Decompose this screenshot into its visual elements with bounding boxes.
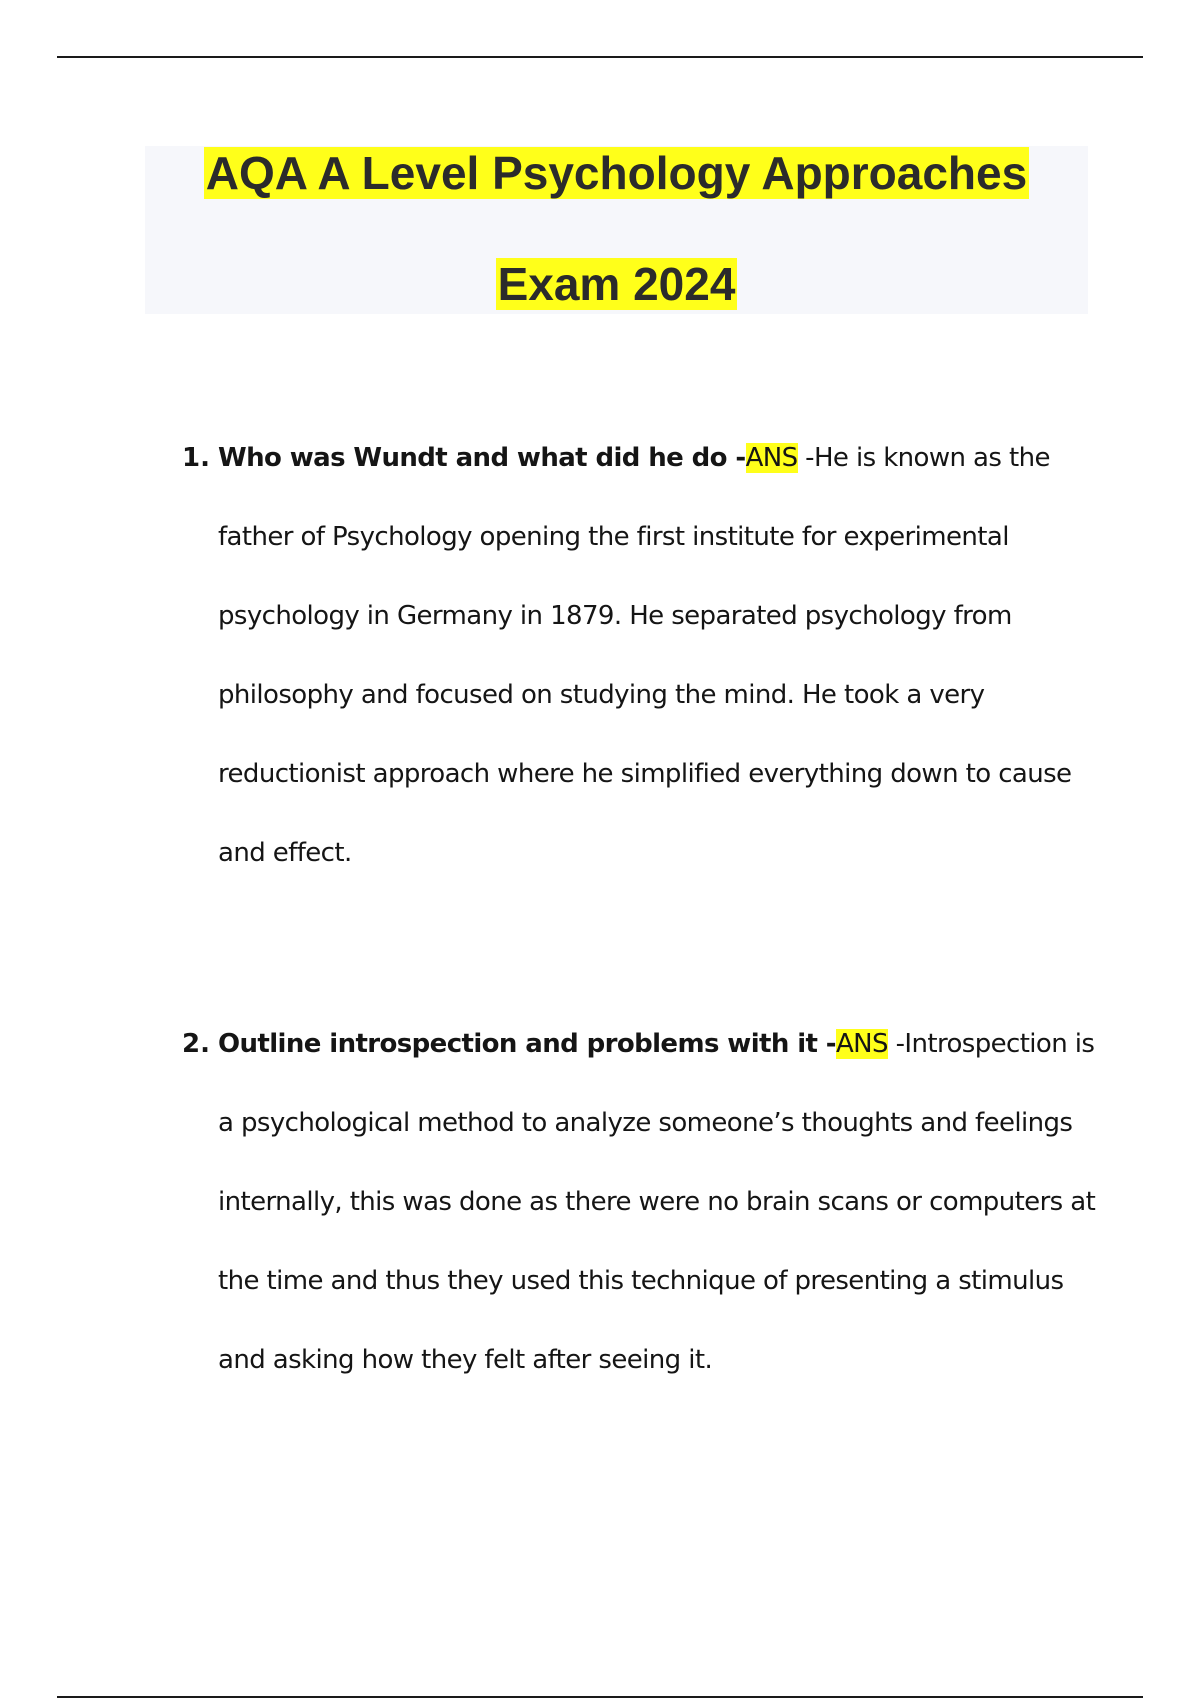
question-text: Who was Wundt and what did he do -: [218, 443, 746, 473]
question-item-2: [182, 1005, 1097, 1400]
title-text-2: Exam 2024: [497, 258, 736, 310]
title-text-1: AQA A Level Psychology Approaches: [205, 147, 1028, 199]
bottom-rule: [57, 1696, 1143, 1698]
title-line-2: [145, 257, 1088, 311]
question-item-1: [182, 419, 1097, 893]
answer-text: -Introspection is a psychological method to analyze someone’s thoughts and feelings internally, this was done as there were no brain scans or computers at the time and thus they used this technique of presenting a stimulus and asking how they felt after seeing it.: [218, 1029, 1096, 1375]
title-block: [145, 146, 1088, 314]
answer-text: -He is known as the father of Psychology opening the first institute for experimental psychology in Germany in 1879. He separated psychology from philosophy and focused on studying the mind. He took a very reductionist approach where he simplified everything down to cause and effect.: [218, 443, 1072, 868]
question-number: 2.: [182, 1029, 210, 1059]
question-text: Outline introspection and problems with it -: [218, 1029, 836, 1059]
answer-label: ANS: [745, 443, 798, 473]
question-body: [218, 419, 1097, 893]
question-body: [218, 1005, 1097, 1400]
question-number: 1.: [182, 443, 210, 473]
title-line-1: [145, 146, 1088, 200]
answer-label: ANS: [836, 1029, 888, 1059]
top-rule: [57, 56, 1143, 58]
